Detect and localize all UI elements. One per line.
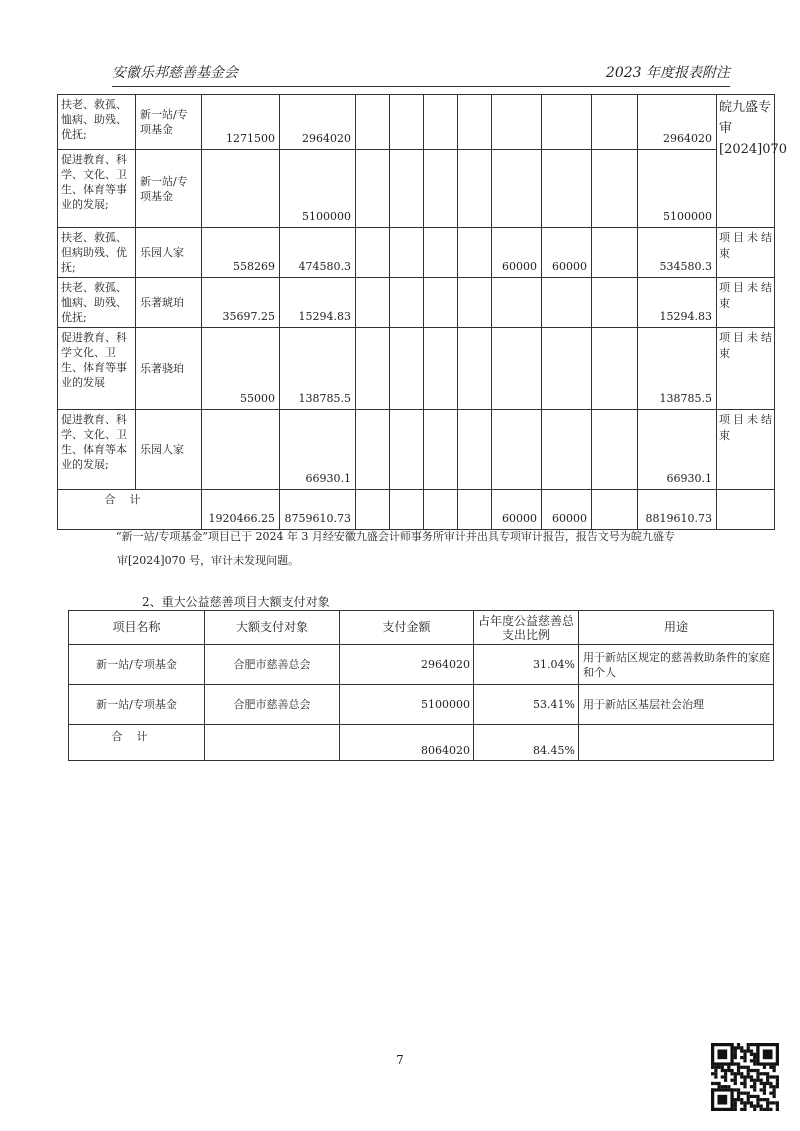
blank-cell xyxy=(458,328,492,410)
total-opening: 1920466.25 xyxy=(202,490,280,530)
blank-cell xyxy=(356,410,390,490)
total-amount: 8064020 xyxy=(340,725,474,761)
blank-cell xyxy=(424,150,458,228)
opening-cell: 1271500 xyxy=(202,95,280,150)
row-name: 新一站/专项基金 xyxy=(69,685,205,725)
total-label: 合计 xyxy=(69,725,205,761)
project-balance-table xyxy=(57,94,788,530)
remark-text: 皖九盛专审[2024]070 xyxy=(719,100,788,157)
blank-cell xyxy=(390,95,424,150)
blank-cell xyxy=(458,410,492,490)
total-row xyxy=(69,725,774,761)
purpose-cell: 促进教育、科学、文化、卫生、体育等事业的发展; xyxy=(58,150,136,228)
opening-cell xyxy=(202,150,280,228)
remark-cell xyxy=(717,278,775,328)
row-payee: 合肥市慈善总会 xyxy=(205,645,340,685)
income-cell: 2964020 xyxy=(280,95,356,150)
blank-cell xyxy=(458,95,492,150)
c8-cell xyxy=(542,278,592,328)
table-row xyxy=(69,685,774,725)
blank-cell xyxy=(458,278,492,328)
blank-cell xyxy=(356,278,390,328)
blank-cell xyxy=(424,278,458,328)
c7-cell xyxy=(492,410,542,490)
c7-cell xyxy=(492,150,542,228)
audit-note-line2: 审[2024]070 号，审计未发现问题。 xyxy=(117,554,300,567)
table-header-row xyxy=(69,611,774,645)
col-header-use: 用途 xyxy=(579,611,774,645)
income-cell: 138785.5 xyxy=(280,328,356,410)
project-cell: 乐著琥珀 xyxy=(136,278,202,328)
row-payee: 合肥市慈善总会 xyxy=(205,685,340,725)
large-payment-table xyxy=(68,610,774,761)
opening-cell: 558269 xyxy=(202,228,280,278)
blank-cell xyxy=(424,328,458,410)
table-row xyxy=(58,278,775,328)
blank-cell xyxy=(424,490,458,530)
blank-cell xyxy=(424,95,458,150)
project-cell: 乐园人家 xyxy=(136,228,202,278)
blank-cell xyxy=(592,95,638,150)
table-row xyxy=(58,328,775,410)
project-cell: 乐著骁珀 xyxy=(136,328,202,410)
ending-cell: 15294.83 xyxy=(638,278,717,328)
blank-cell xyxy=(390,490,424,530)
ending-cell: 138785.5 xyxy=(638,328,717,410)
purpose-cell: 扶老、救孤、恤病、助残、优抚; xyxy=(58,278,136,328)
remark-text: 项目未结束 xyxy=(719,281,772,310)
total-label: 合计 xyxy=(58,490,202,530)
total-row xyxy=(58,490,775,530)
total-ending: 8819610.73 xyxy=(638,490,717,530)
row-amount: 5100000 xyxy=(340,685,474,725)
table-row xyxy=(58,228,775,278)
row-name: 新一站/专项基金 xyxy=(69,645,205,685)
org-name: 安徽乐邦慈善基金会 xyxy=(112,65,238,81)
c8-cell xyxy=(542,328,592,410)
income-cell: 5100000 xyxy=(280,150,356,228)
blank-cell xyxy=(592,278,638,328)
blank-cell xyxy=(356,95,390,150)
blank-cell xyxy=(390,228,424,278)
purpose-cell: 促进教育、科学、文化、卫生、体育等本业的发展; xyxy=(58,410,136,490)
table-row xyxy=(58,410,775,490)
blank-cell xyxy=(424,228,458,278)
remark-text: 项目未结束 xyxy=(719,231,772,260)
blank-cell xyxy=(592,328,638,410)
blank-cell xyxy=(356,150,390,228)
purpose-cell: 促进教育、科学文化、卫生、体育等事业的发展 xyxy=(58,328,136,410)
blank-cell xyxy=(458,228,492,278)
c8-cell xyxy=(542,95,592,150)
blank-cell xyxy=(390,278,424,328)
c7-cell xyxy=(492,95,542,150)
remark-cell xyxy=(717,410,775,490)
c8-cell xyxy=(542,410,592,490)
opening-cell: 35697.25 xyxy=(202,278,280,328)
remark-cell xyxy=(717,328,775,410)
income-cell: 66930.1 xyxy=(280,410,356,490)
audit-note-line1: “新一站/专项基金”项目已于 2024 年 3 月经安徽九盛会计师事务所审计并出具专项审计报告，报告文号为皖九盛专 xyxy=(116,530,675,543)
project-cell: 新一站/专项基金 xyxy=(136,150,202,228)
income-cell: 474580.3 xyxy=(280,228,356,278)
row-ratio: 53.41% xyxy=(474,685,579,725)
blank-cell xyxy=(356,490,390,530)
table-row xyxy=(58,150,775,228)
purpose-cell: 扶老、救孤、恤病、助残、优抚; xyxy=(58,95,136,150)
blank-cell xyxy=(356,228,390,278)
blank-cell xyxy=(458,150,492,228)
blank-cell xyxy=(458,490,492,530)
blank-cell xyxy=(592,410,638,490)
project-cell: 乐园人家 xyxy=(136,410,202,490)
c7-cell xyxy=(492,278,542,328)
c7-cell xyxy=(492,328,542,410)
opening-cell: 55000 xyxy=(202,328,280,410)
opening-cell xyxy=(202,410,280,490)
total-c8: 60000 xyxy=(542,490,592,530)
remark-text: 项目未结束 xyxy=(719,413,772,442)
income-cell: 15294.83 xyxy=(280,278,356,328)
total-income: 8759610.73 xyxy=(280,490,356,530)
row-use: 用于新站区基层社会治理 xyxy=(579,685,774,725)
blank-cell xyxy=(717,490,775,530)
col-header-ratio: 占年度公益慈善总支出比例 xyxy=(474,611,579,645)
remark-cell xyxy=(717,228,775,278)
page-header xyxy=(112,60,730,87)
ending-cell: 534580.3 xyxy=(638,228,717,278)
blank-cell xyxy=(592,490,638,530)
total-c7: 60000 xyxy=(492,490,542,530)
table-row xyxy=(58,95,775,150)
ending-cell: 66930.1 xyxy=(638,410,717,490)
table-row xyxy=(69,645,774,685)
ending-cell: 5100000 xyxy=(638,150,717,228)
col-header-payee: 大额支付对象 xyxy=(205,611,340,645)
c8-cell xyxy=(542,150,592,228)
remark-text: 项目未结束 xyxy=(719,331,772,360)
remark-cell xyxy=(717,95,788,228)
blank-cell xyxy=(424,410,458,490)
col-header-amount: 支付金额 xyxy=(340,611,474,645)
col-header-name: 项目名称 xyxy=(69,611,205,645)
row-use: 用于新站区规定的慈善救助条件的家庭和个人 xyxy=(579,645,774,685)
blank-cell xyxy=(356,328,390,410)
row-amount: 2964020 xyxy=(340,645,474,685)
c8-cell: 60000 xyxy=(542,228,592,278)
blank-cell xyxy=(390,150,424,228)
project-cell: 新一站/专项基金 xyxy=(136,95,202,150)
section-2-title: 2、重大公益慈善项目大额支付对象 xyxy=(142,595,330,609)
blank-cell xyxy=(592,228,638,278)
total-ratio: 84.45% xyxy=(474,725,579,761)
blank-cell xyxy=(390,328,424,410)
report-title: 2023 年度报表附注 xyxy=(605,65,730,81)
page-number: 7 xyxy=(396,1053,404,1067)
row-ratio: 31.04% xyxy=(474,645,579,685)
c7-cell: 60000 xyxy=(492,228,542,278)
purpose-cell: 扶老、救孤、但病助残、优抚; xyxy=(58,228,136,278)
ending-cell: 2964020 xyxy=(638,95,717,150)
qr-code-icon xyxy=(711,1043,779,1111)
blank-cell xyxy=(390,410,424,490)
blank-cell xyxy=(592,150,638,228)
